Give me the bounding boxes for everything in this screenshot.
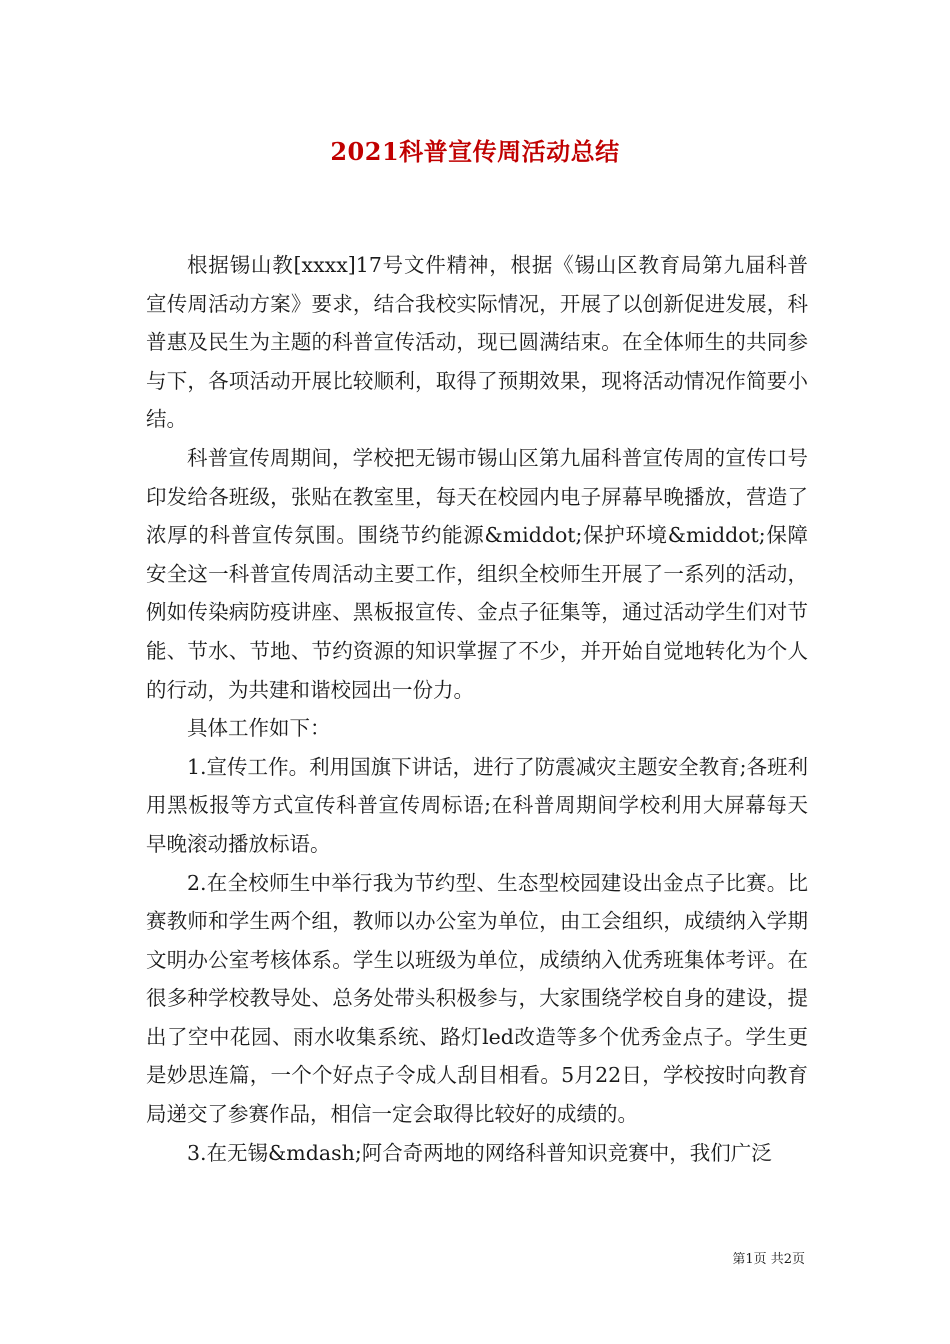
page-number-footer: 第1页 共2页 bbox=[732, 1252, 805, 1267]
paragraph-item-2: 2.在全校师生中举行我为节约型、生态型校园建设出金点子比赛。比赛教师和学生两个组，教师以办公室为单位，由工会组织，成绩纳入学期文明办公室考核体系。学生以班级为单位，成绩纳入优秀班集体考评。在很多种学校教导处、总务处带头积极参与，大家围绕学校自身的建设，提出了空中花园、雨水收集系统、路灯led改造等多个优秀金点子。学生更是妙思连篇，一个个好点子令成人刮目相看。5月22日，学校按时向教育局递交了参赛作品，相信一定会取得比较好的成绩的。 bbox=[146, 870, 808, 1127]
paragraph-item-3: 3.在无锡&mdash;阿合奇两地的网络科普知识竞赛中，我们广泛 bbox=[187, 1140, 772, 1165]
document-title: 2021科普宣传周活动总结 bbox=[330, 137, 620, 166]
paragraph-intro: 根据锡山教[xxxx]17号文件精神，根据《锡山区教育局第九届科普宣传周活动方案》要求，结合我校实际情况，开展了以创新促进发展，科普惠及民生为主题的科普宣传活动，现已圆满结束。在全体师生的共同参与下，各项活动开展比较顺利，取得了预期效果，现将活动情况作简要小结。 bbox=[146, 253, 808, 432]
paragraph-publicity-period: 科普宣传周期间，学校把无锡市锡山区第九届科普宣传周的宣传口号印发给各班级，张贴在教室里，每天在校园内电子屏幕早晚播放，营造了浓厚的科普宣传氛围。围绕节约能源&middot;保护环境&middot;保障安全这一科普宣传周活动主要工作，组织全校师生开展了一系列的活动，例如传染病防疫讲座、黑板报宣传、金点子征集等，通过活动学生们对节能、节水、节地、节约资源的知识掌握了不少，并开始自觉地转化为个人的行动，为共建和谐校园出一份力。 bbox=[146, 445, 808, 702]
document-body bbox=[146, 246, 808, 1172]
paragraph-item-1: 1.宣传工作。利用国旗下讲话，进行了防震减灾主题安全教育;各班利用黑板报等方式宣传科普宣传周标语;在科普周期间学校利用大屏幕每天早晚滚动播放标语。 bbox=[146, 754, 808, 856]
paragraph-work-heading: 具体工作如下： bbox=[187, 716, 331, 741]
